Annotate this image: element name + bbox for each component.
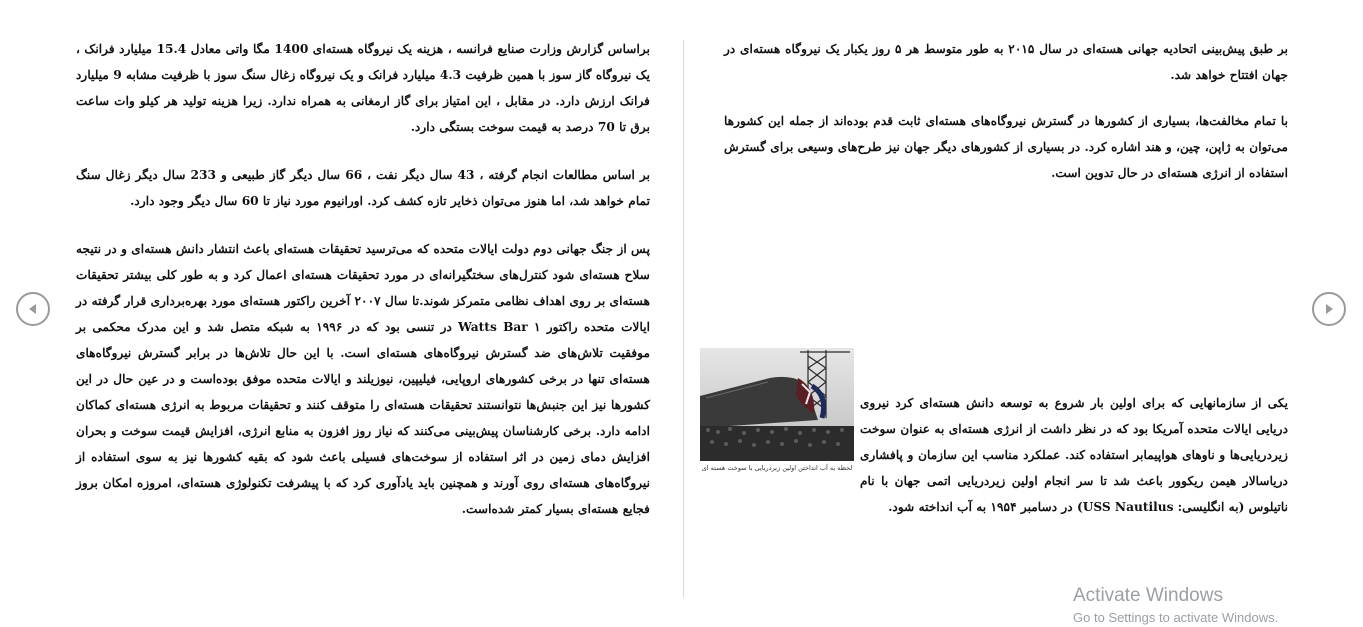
left-paragraph-3: پس از جنگ جهانی دوم دولت ایالات متحده که می‌ترسید تحقیقات هسته‌ای باعث انتشار دانش هسته‌ای و در نتیجه سلاح هسته‌ای شود کنترل‌های سختگیرانه‌ای در مورد تحقیقات هسته‌ای اعمال کرد و به طور کلی بیشتر تحقیقات هسته‌ای بر روی اهداف نظامی متمرکز شوند.تا سال ۲۰۰۷ آخرین راکتور هسته‌ای مورد بهره‌برداری قرار گرفته در ایالات متحده راکتور Watts Bar ۱ در تنسی بود که در ۱۹۹۶ به شبکه متصل شد و این مدرک محکمی بر موفقیت تلاش‌های ضد گسترش نیروگاه‌های هسته‌ای است. با این حال تلاش‌ها در برابر گسترش نیروگاه‌های هسته‌ای تنها در برخی کشورهای اروپایی، فیلیپین، نیوزیلند و ایالات متحده موفق بوده‌است و در عین حال در این کشورها نیز این جنبش‌ها نتوانستند تحقیقات هسته‌ای را متوقف کنند و تحقیقات مربوط به انرژی هسته‌ای کماکان ادامه دارد. برخی کارشناسان پیش‌بینی می‌کنند که نیاز روز افزون به منابع انرژی، افزایش قیمت سوخت و بحران افزایش دمای زمین در اثر استفاده از سوخت‌های فسیلی باعث شود که بقیه کشورها نیز به سوی استفاده از نیروگاه‌های هسته‌ای روی آورند و همچنین باید یادآوری کرد که با پیشرفت تکنولوژی هسته‌ای، امروزه امکان بروز فجایع هسته‌ای بسیار کمتر شده‌است. [76, 242, 650, 516]
watermark-subtitle: Go to Settings to activate Windows. [1073, 610, 1279, 625]
watermark-title: Activate Windows [1073, 585, 1223, 606]
next-page-button[interactable] [1312, 292, 1346, 326]
figure-caption: لحظه به آب انداختن اولین زیردریایی با سوخت هسته ای [701, 464, 853, 472]
right-page [700, 0, 1300, 600]
activate-windows-watermark [1073, 585, 1278, 627]
page-divider [683, 40, 684, 598]
right-paragraph-1: بر طبق پیش‌بینی اتحادیه جهانی هسته‌ای در سال ۲۰۱۵ به طور متوسط هر ۵ روز یکبار یک نیروگاه هسته‌ای در جهان افتتاح خواهد شد. [724, 42, 1288, 82]
arrow-right-icon [1322, 302, 1336, 316]
right-paragraph-3: یکی از سازمانهایی که برای اولین بار شروع به توسعه دانش هسته‌ای کرد نیروی دریایی ایالات متحده آمریکا بود که در نظر داشت از انرژی هسته‌ای به عنوان سوخت زیردریایی‌ها و ناوهای هواپیمابر استفاده کند. عملکرد مناسب این سازمان و پافشاری دریاسالار هیمن ریکوور باعث شد تا سر انجام اولین زیردریایی اتمی جهان با نام ناتیلوس (به انگلیسی: USS Nautilus) در دسامبر ۱۹۵۴ به آب انداخته شود. [860, 396, 1288, 514]
submarine-launch-photo [700, 348, 854, 461]
left-paragraph-2: بر اساس مطالعات انجام گرفته ، 43 سال دیگر نفت ، 66 سال دیگر گاز طبیعی و 233 سال دیگر زغال سنگ تمام خواهد شد، اما هنوز می‌توان ذخایر تازه کشف کرد. اورانیوم مورد نیاز تا 60 سال دیگر وجود دارد. [76, 168, 651, 208]
left-paragraph-1: براساس گزارش وزارت صنایع فرانسه ، هزینه یک نیروگاه هسته‌ای 1400 مگا واتی معادل 15.4 میلیارد فرانک ، یک نیروگاه گاز سوز با همین ظرفیت 4.3 میلیارد فرانک و یک نیروگاه زغال سنگ سوز با ظرفیت مشابه 9 میلیارد فرانک ارزش دارد. در مقابل ، این امتیاز برای گاز ارمغانی به همراه ندارد. زیرا هزینه تولید هر کیلو وات ساعت برق تا 70 درصد به قیمت سوخت بستگی دارد. [76, 42, 651, 134]
arrow-left-icon [26, 302, 40, 316]
previous-page-button[interactable] [16, 292, 50, 326]
submarine-figure [700, 348, 854, 472]
right-paragraph-2: با تمام مخالفت‌ها، بسیاری از کشورها در گسترش نیروگاه‌های هسته‌ای ثابت قدم بوده‌اند از جمله این کشورها می‌توان به ژاپن، چین، و هند اشاره کرد. در بسیاری از کشورهای دیگر جهان نیز طرح‌های وسیعی برای گسترش استفاده از انرژی هسته‌ای در حال تدوین است. [724, 114, 1288, 180]
left-page [60, 0, 660, 600]
